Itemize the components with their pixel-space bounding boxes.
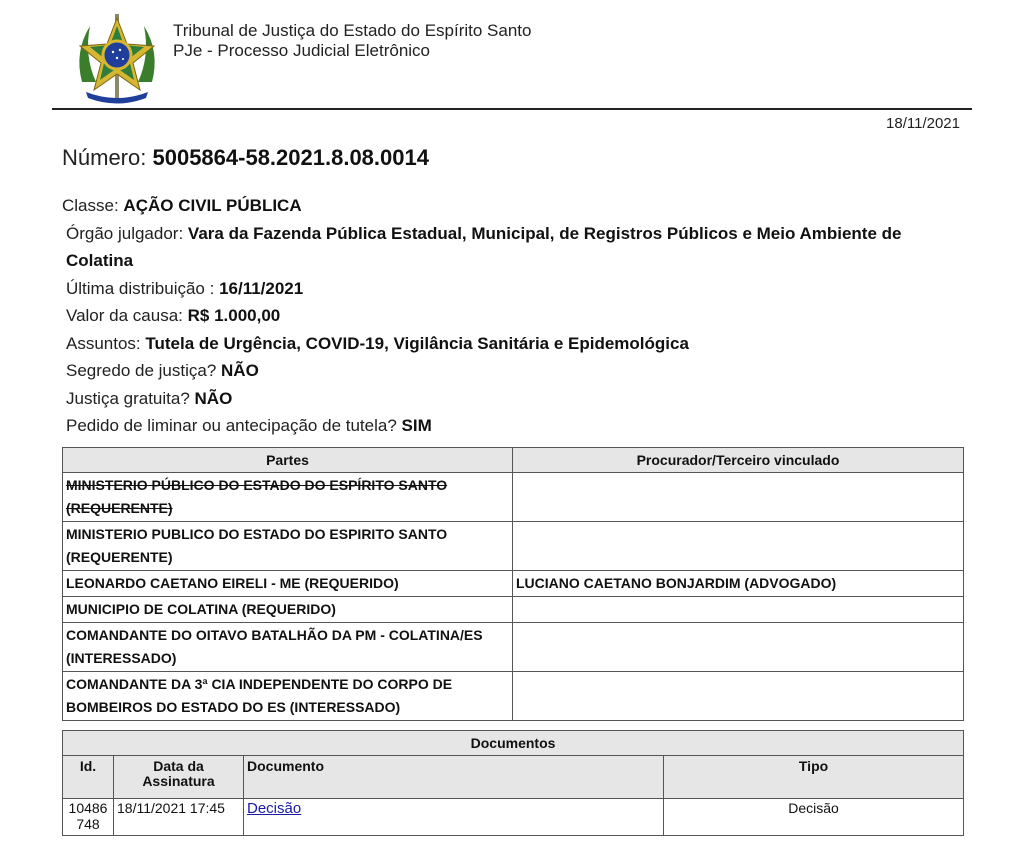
distribuicao-line (62, 275, 942, 303)
process-number (62, 145, 429, 171)
distribuicao-label: Última distribuição : (66, 278, 215, 298)
assuntos-line (62, 330, 942, 358)
table-row (63, 799, 964, 836)
assuntos-label: Assuntos: (66, 333, 141, 353)
parties-table (62, 447, 964, 721)
col-documento: Documento (244, 756, 664, 799)
process-info (62, 192, 942, 440)
classe-line (62, 192, 942, 220)
liminar-label: Pedido de liminar ou antecipação de tutela? (66, 416, 397, 435)
party-name: MINISTERIO PUBLICO DO ESTADO DO ESPIRITO SANTO (REQUERENTE) (63, 522, 513, 571)
party-procurador: LUCIANO CAETANO BONJARDIM (ADVOGADO) (513, 571, 964, 597)
gratuita-label: Justiça gratuita? (66, 388, 190, 408)
party-procurador (513, 597, 964, 623)
gratuita-line (62, 385, 942, 413)
table-row (63, 473, 964, 522)
party-name: COMANDANTE DO OITAVO BATALHÃO DA PM - COLATINA/ES (INTERESSADO) (63, 623, 513, 672)
distribuicao-value: 16/11/2021 (219, 278, 304, 298)
documents-header-row (63, 756, 964, 799)
documents-title-row (63, 731, 964, 756)
numero-label: Número: (62, 145, 147, 170)
party-procurador (513, 623, 964, 672)
doc-cell (244, 799, 664, 836)
gratuita-value: NÃO (194, 388, 233, 408)
table-row (63, 672, 964, 721)
brazil-coat-of-arms-icon (72, 12, 162, 104)
doc-type: Decisão (664, 799, 964, 836)
document-header (52, 10, 972, 110)
segredo-label: Segredo de justiça? (66, 361, 217, 380)
table-row (63, 571, 964, 597)
party-procurador (513, 672, 964, 721)
valor-label: Valor da causa: (66, 306, 183, 325)
assuntos-value: Tutela de Urgência, COVID-19, Vigilância Sanitária e Epidemológica (145, 333, 689, 353)
col-id: Id. (63, 756, 114, 799)
documents-table (62, 730, 964, 836)
party-procurador (513, 473, 964, 522)
party-name: LEONARDO CAETANO EIRELI - ME (REQUERIDO) (63, 571, 513, 597)
party-name: MUNICIPIO DE COLATINA (REQUERIDO) (63, 597, 513, 623)
liminar-value: SIM (401, 416, 432, 435)
col-procurador: Procurador/Terceiro vinculado (513, 448, 964, 473)
party-name: MINISTERIO PÚBLICO DO ESTADO DO ESPÍRITO SANTO (REQUERENTE) (63, 473, 513, 522)
doc-id: 10486 748 (63, 799, 114, 836)
party-procurador (513, 522, 964, 571)
orgao-line (58, 220, 942, 275)
col-data: Data da Assinatura (114, 756, 244, 799)
system-name: PJe - Processo Judicial Eletrônico (173, 41, 431, 60)
col-partes: Partes (63, 448, 513, 473)
valor-line (62, 302, 942, 330)
segredo-value: NÃO (221, 361, 259, 380)
parties-header-row (63, 448, 964, 473)
doc-link[interactable]: Decisão (247, 800, 302, 817)
classe-value: AÇÃO CIVIL PÚBLICA (123, 196, 302, 215)
doc-date: 18/11/2021 17:45 (114, 799, 244, 836)
documents-title: Documentos (63, 731, 964, 756)
classe-label: Classe: (62, 196, 119, 215)
table-row (63, 597, 964, 623)
court-name: Tribunal de Justiça do Estado do Espírito Santo (173, 21, 532, 40)
table-row (63, 522, 964, 571)
liminar-line (62, 412, 942, 440)
orgao-label: Órgão julgador: (66, 223, 184, 243)
numero-value: 5005864-58.2021.8.08.0014 (152, 145, 429, 170)
table-row (63, 623, 964, 672)
court-heading (173, 21, 531, 61)
party-name: COMANDANTE DA 3ª CIA INDEPENDENTE DO CORPO DE BOMBEIROS DO ESTADO DO ES (INTERESSADO) (63, 672, 513, 721)
valor-value: R$ 1.000,00 (187, 306, 281, 325)
segredo-line (62, 357, 942, 385)
document-date: 18/11/2021 (886, 115, 960, 132)
col-tipo: Tipo (664, 756, 964, 799)
orgao-value: Vara da Fazenda Pública Estadual, Municipal, de Registros Públicos e Meio Ambiente de Colatina (66, 223, 902, 270)
